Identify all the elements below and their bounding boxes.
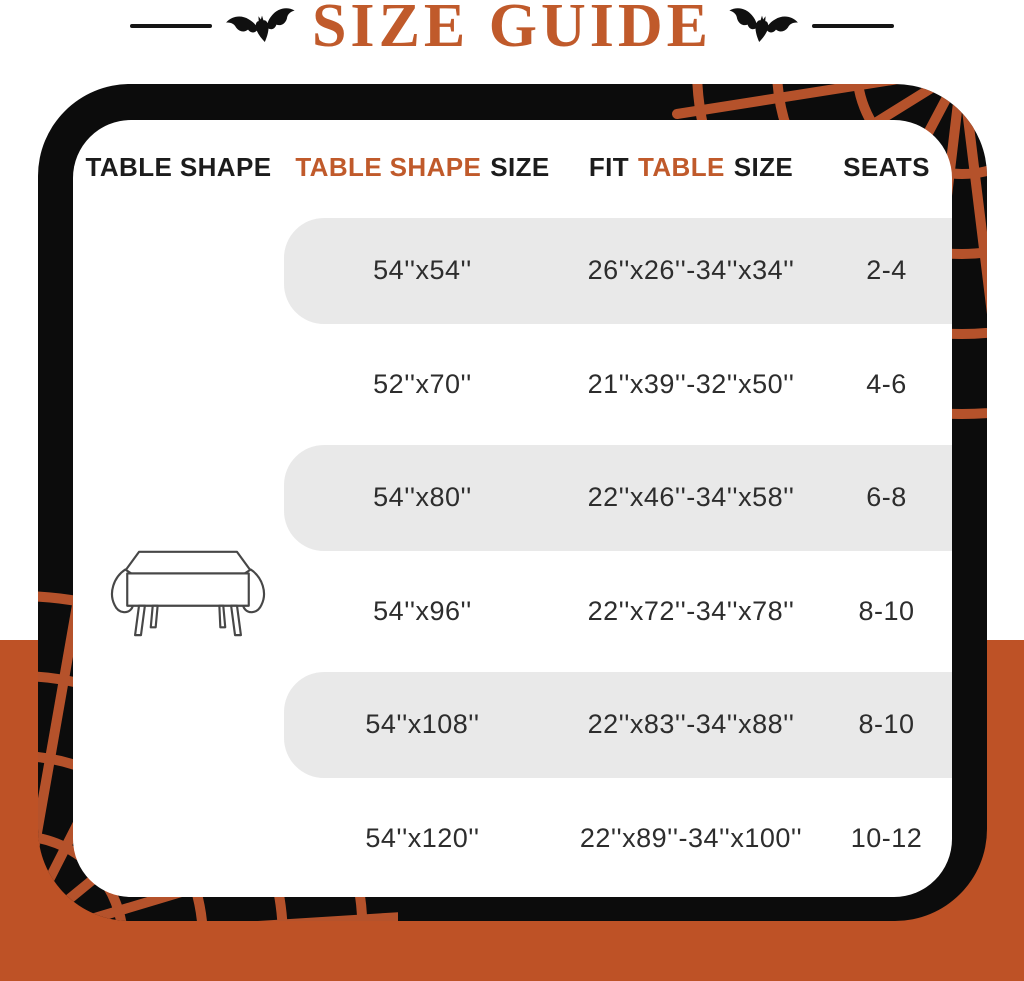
fit-table-size-value: 22''x89''-34''x100'' (579, 822, 803, 853)
table-shape-size-value: 54''x108'' (365, 709, 480, 740)
table-shape-size-value: 54''x96'' (373, 595, 472, 626)
seats-value: 10-12 (850, 822, 923, 853)
page-title: SIZE GUIDE (311, 0, 713, 60)
header-dash-left (130, 24, 212, 28)
table-row (73, 668, 952, 782)
column-header-table-shape: TABLE SHAPE (85, 151, 272, 182)
table-header-row (73, 120, 952, 214)
seats-value: 4-6 (866, 368, 907, 399)
table-shape-size-value: 54''x120'' (365, 822, 480, 853)
table-row (73, 441, 952, 555)
header-dash-right (812, 24, 894, 28)
fit-table-size-value: 26''x26''-34''x34'' (587, 255, 795, 286)
table-row (73, 214, 952, 328)
column-header-seats: SEATS (843, 151, 930, 182)
bat-icon (726, 3, 798, 49)
fit-table-size-value: 22''x83''-34''x88'' (587, 709, 795, 740)
size-guide-card (38, 84, 987, 921)
table-row (73, 782, 952, 896)
bat-icon (226, 3, 298, 49)
seats-value: 8-10 (858, 709, 915, 740)
size-table (73, 120, 952, 897)
fit-table-size-value: 22''x72''-34''x78'' (587, 595, 795, 626)
table-row (73, 328, 952, 442)
table-shape-size-value: 52''x70'' (373, 368, 472, 399)
page-header (0, 0, 1024, 64)
column-header-fit-table-size: FIT TABLE SIZE (588, 151, 794, 182)
fit-table-size-value: 22''x46''-34''x58'' (587, 482, 795, 513)
seats-value: 2-4 (866, 255, 907, 286)
tablecloth-rectangle-table-icon (109, 544, 267, 642)
column-header-table-shape-size: TABLE SHAPE SIZE (295, 151, 550, 182)
table-shape-size-value: 54''x80'' (373, 482, 472, 513)
seats-value: 8-10 (858, 595, 915, 626)
table-shape-size-value: 54''x54'' (373, 255, 472, 286)
seats-value: 6-8 (866, 482, 907, 513)
fit-table-size-value: 21''x39''-32''x50'' (587, 368, 795, 399)
